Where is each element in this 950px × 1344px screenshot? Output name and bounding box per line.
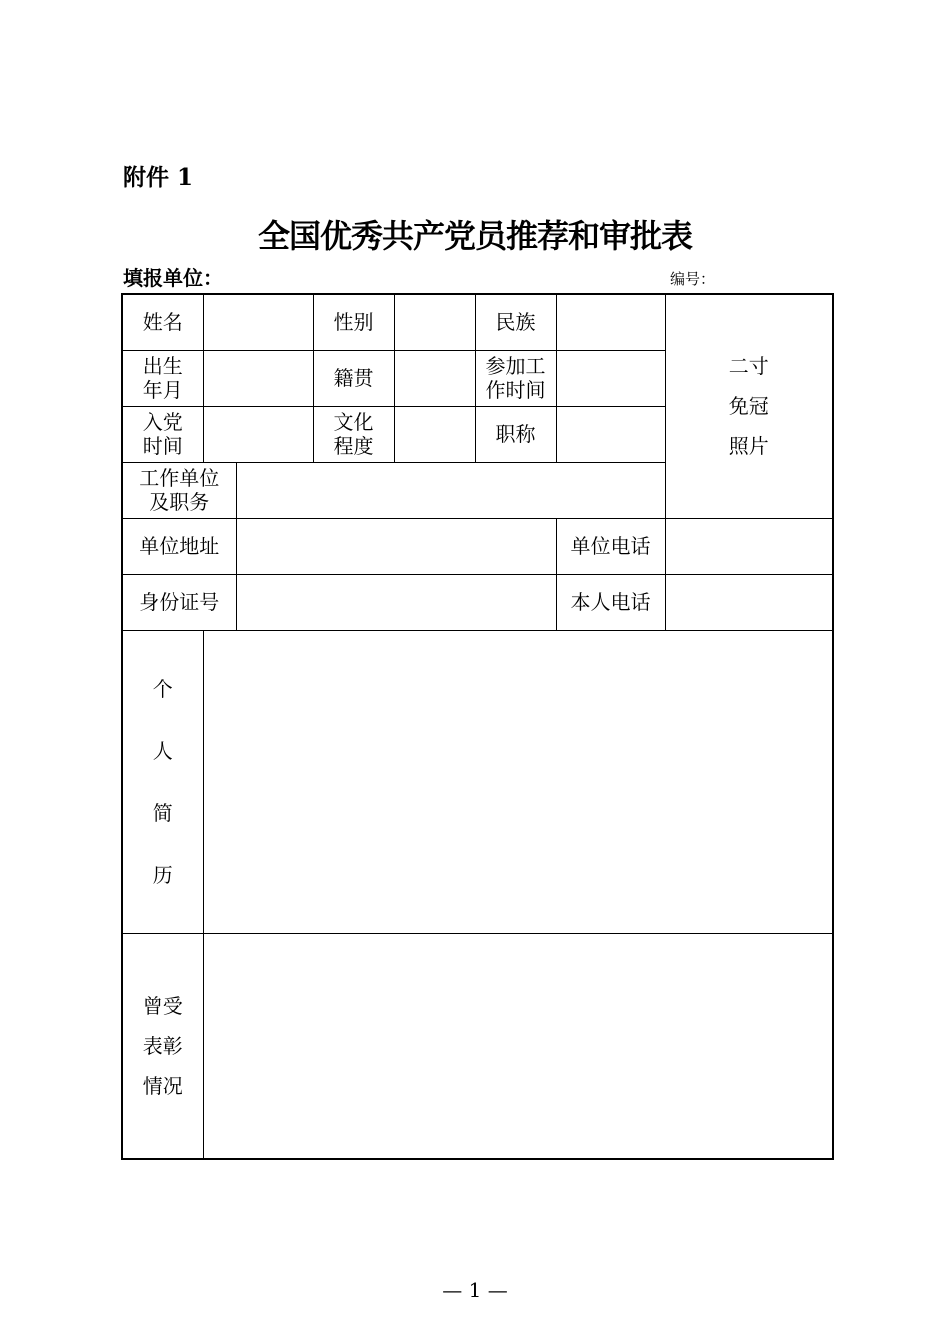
education-label-line2: 程度 — [333, 434, 374, 458]
unit-phone-field[interactable] — [665, 518, 833, 574]
employer-position-field[interactable] — [236, 462, 665, 518]
unit-phone-label: 单位电话 — [556, 518, 665, 574]
ethnicity-label: 民族 — [475, 294, 556, 350]
work-start-label-line1: 参加工 — [485, 354, 546, 378]
honors-label-line1: 曾受 — [142, 993, 183, 1018]
resume-label-char: 历 — [152, 862, 173, 887]
resume-label-char: 简 — [152, 800, 173, 825]
employer-position-label-line2: 及职务 — [149, 490, 210, 514]
ethnicity-field[interactable] — [556, 294, 665, 350]
resume-field[interactable] — [203, 630, 833, 933]
unit-address-field[interactable] — [236, 518, 556, 574]
photo-placeholder — [665, 294, 833, 518]
id-number-label: 身份证号 — [122, 574, 236, 630]
resume-label — [122, 630, 203, 933]
native-place-label: 籍贯 — [313, 350, 394, 406]
honors-label-line3: 情况 — [142, 1073, 183, 1098]
party-join-field[interactable] — [203, 406, 313, 462]
work-start-field[interactable] — [556, 350, 665, 406]
honors-label-line2: 表彰 — [142, 1033, 183, 1058]
unit-address-label: 单位地址 — [122, 518, 236, 574]
resume-label-char: 个 — [152, 676, 173, 701]
photo-label-line2: 免冠 — [728, 394, 769, 419]
photo-label-line3: 照片 — [728, 434, 769, 459]
resume-label-char: 人 — [152, 738, 173, 763]
honors-label — [122, 933, 203, 1159]
party-join-label-line2: 时间 — [142, 434, 183, 458]
work-start-label — [475, 350, 556, 406]
page-number: — 1 — — [442, 1278, 508, 1302]
birth-date-label — [122, 350, 203, 406]
personal-phone-label: 本人电话 — [556, 574, 665, 630]
native-place-field[interactable] — [394, 350, 475, 406]
serial-number-label: 编号： — [670, 270, 716, 288]
employer-position-label-line1: 工作单位 — [139, 466, 220, 490]
name-label: 姓名 — [122, 294, 203, 350]
personal-phone-field[interactable] — [665, 574, 833, 630]
honors-field[interactable] — [203, 933, 833, 1159]
birth-date-label-line2: 年月 — [142, 378, 183, 402]
gender-field[interactable] — [394, 294, 475, 350]
nomination-form-table — [121, 293, 834, 1160]
birth-date-label-line1: 出生 — [142, 354, 183, 378]
education-field[interactable] — [394, 406, 475, 462]
employer-position-label — [122, 462, 236, 518]
professional-title-label: 职称 — [475, 406, 556, 462]
party-join-label-line1: 入党 — [142, 410, 183, 434]
education-label-line1: 文化 — [333, 410, 374, 434]
birth-date-field[interactable] — [203, 350, 313, 406]
education-label — [313, 406, 394, 462]
photo-label-line1: 二寸 — [728, 354, 769, 379]
id-number-field[interactable] — [236, 574, 556, 630]
work-start-label-line2: 作时间 — [485, 378, 546, 402]
gender-label: 性别 — [313, 294, 394, 350]
page-title: 全国优秀共产党员推荐和审批表 — [257, 217, 692, 255]
name-field[interactable] — [203, 294, 313, 350]
reporting-unit-label: 填报单位： — [123, 266, 223, 290]
attachment-label: 附件 1 — [123, 164, 194, 191]
professional-title-field[interactable] — [556, 406, 665, 462]
party-join-label — [122, 406, 203, 462]
